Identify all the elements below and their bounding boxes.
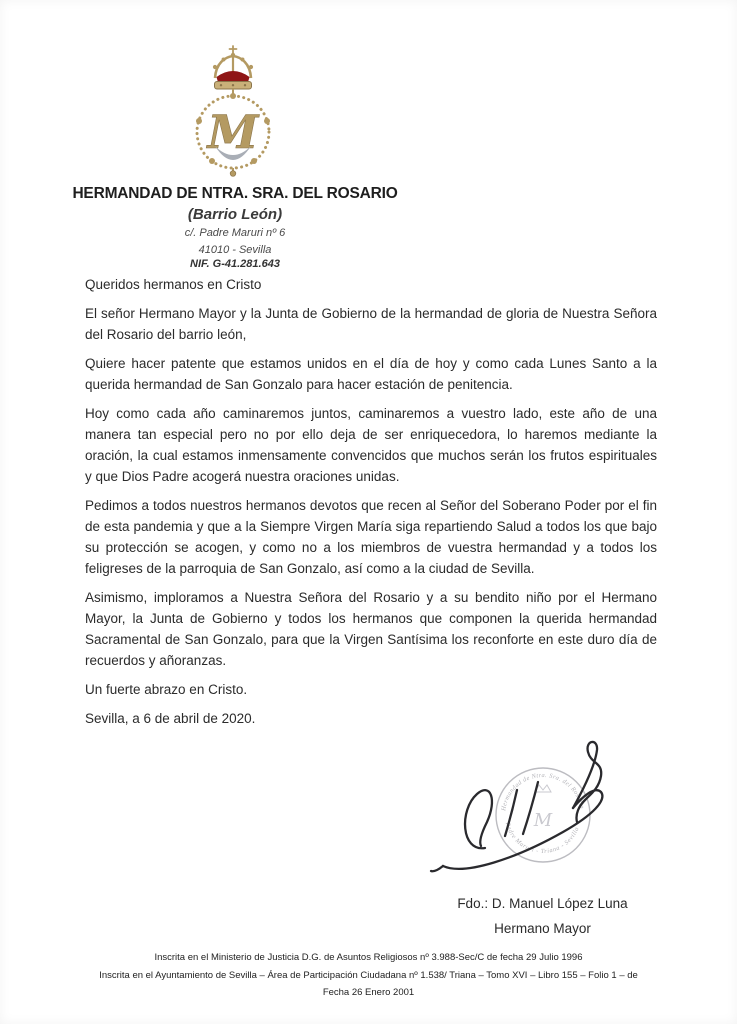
org-subname: (Barrio León) xyxy=(187,206,283,223)
paragraph: Asimismo, imploramos a Nuestra Señora del Rosario y a su bendito niño por el Hermano Mayor, la Junta de Gobierno y todos los hermanos que componen la querida hermandad Sacramental de San Gonzalo, para que la Virgen Santísima los reconforte en este duro día de recuerdos y añoranzas. xyxy=(85,590,657,668)
signer-block xyxy=(425,891,660,941)
paragraph: El señor Hermano Mayor y la Junta de Gobierno de la hermandad de gloria de Nuestra Señora del Rosario del barrio león, xyxy=(85,306,657,342)
signer-name: Fdo.: D. Manuel López Luna xyxy=(457,896,628,911)
address-street: c/. Padre Maruri nº 6 xyxy=(184,227,286,239)
salutation: Queridos hermanos en Cristo xyxy=(85,277,262,292)
closing: Un fuerte abrazo en Cristo. xyxy=(85,682,248,697)
paragraph: Pedimos a todos nuestros hermanos devotos que recen al Señor del Soberano Poder por el fin de esta pandemia y que a la Siempre Virgen María siga repartiendo Salud a todos los que bajo su protección se acogen, y como no a los miembros de vuestra hermandad y a todos los feligreses de la parroquia de San Gonzalo, así como a la ciudad de Sevilla. xyxy=(85,498,657,576)
svg-text:M: M xyxy=(533,810,553,831)
footer-line: Inscrita en el Ministerio de Justicia D.G. de Asuntos Religiosos nº 3.988-Sec/C de fecha 29 Julio 1996 xyxy=(154,952,583,963)
letterhead xyxy=(30,185,440,270)
footer-line: Fecha 26 Enero 2001 xyxy=(322,987,415,998)
signer-role: Hermano Mayor xyxy=(494,921,591,936)
letter-body xyxy=(85,274,657,737)
paragraph: Quiere hacer patente que estamos unidos en el día de hoy y como cada Lunes Santo a la querida hermandad de San Gonzalo para hacer estación de penitencia. xyxy=(85,356,657,392)
signature-and-stamp xyxy=(425,730,660,888)
svg-text:M: M xyxy=(207,105,259,159)
rosary-crown-emblem-icon xyxy=(171,42,295,178)
handwritten-signature xyxy=(431,742,602,871)
footer-line: Inscrita en el Ayuntamiento de Sevilla – Área de Participación Ciudadana nº 1.538/ Triana – Tomo XVI – Libro 155 – Folio 1 – de xyxy=(99,969,638,981)
dateline: Sevilla, a 6 de abril de 2020. xyxy=(85,711,256,726)
paragraph: Hoy como cada año caminaremos juntos, caminaremos a vuestro lado, este año de una manera tan especial pero no por ello deja de ser enriquecedora, lo haremos mediante la oración, la cual estamos inmensamente convencidos que muchos serán los frutos espirituales y que Dios Padre acogerá nuestra oraciones unidas. xyxy=(85,406,657,484)
org-name: HERMANDAD DE NTRA. SRA. DEL ROSARIO xyxy=(72,185,398,202)
stamp-arc-top-text: Hermandad de Ntra. Sra. del Rosario xyxy=(500,771,586,812)
address-city: 41010 - Sevilla xyxy=(198,244,272,256)
stamp-arc-bottom-text: Padre Maruri - Triana - Sevilla xyxy=(503,821,581,856)
registration-footer xyxy=(0,949,737,1002)
nif-number: NIF. G-41.281.643 xyxy=(190,258,280,270)
